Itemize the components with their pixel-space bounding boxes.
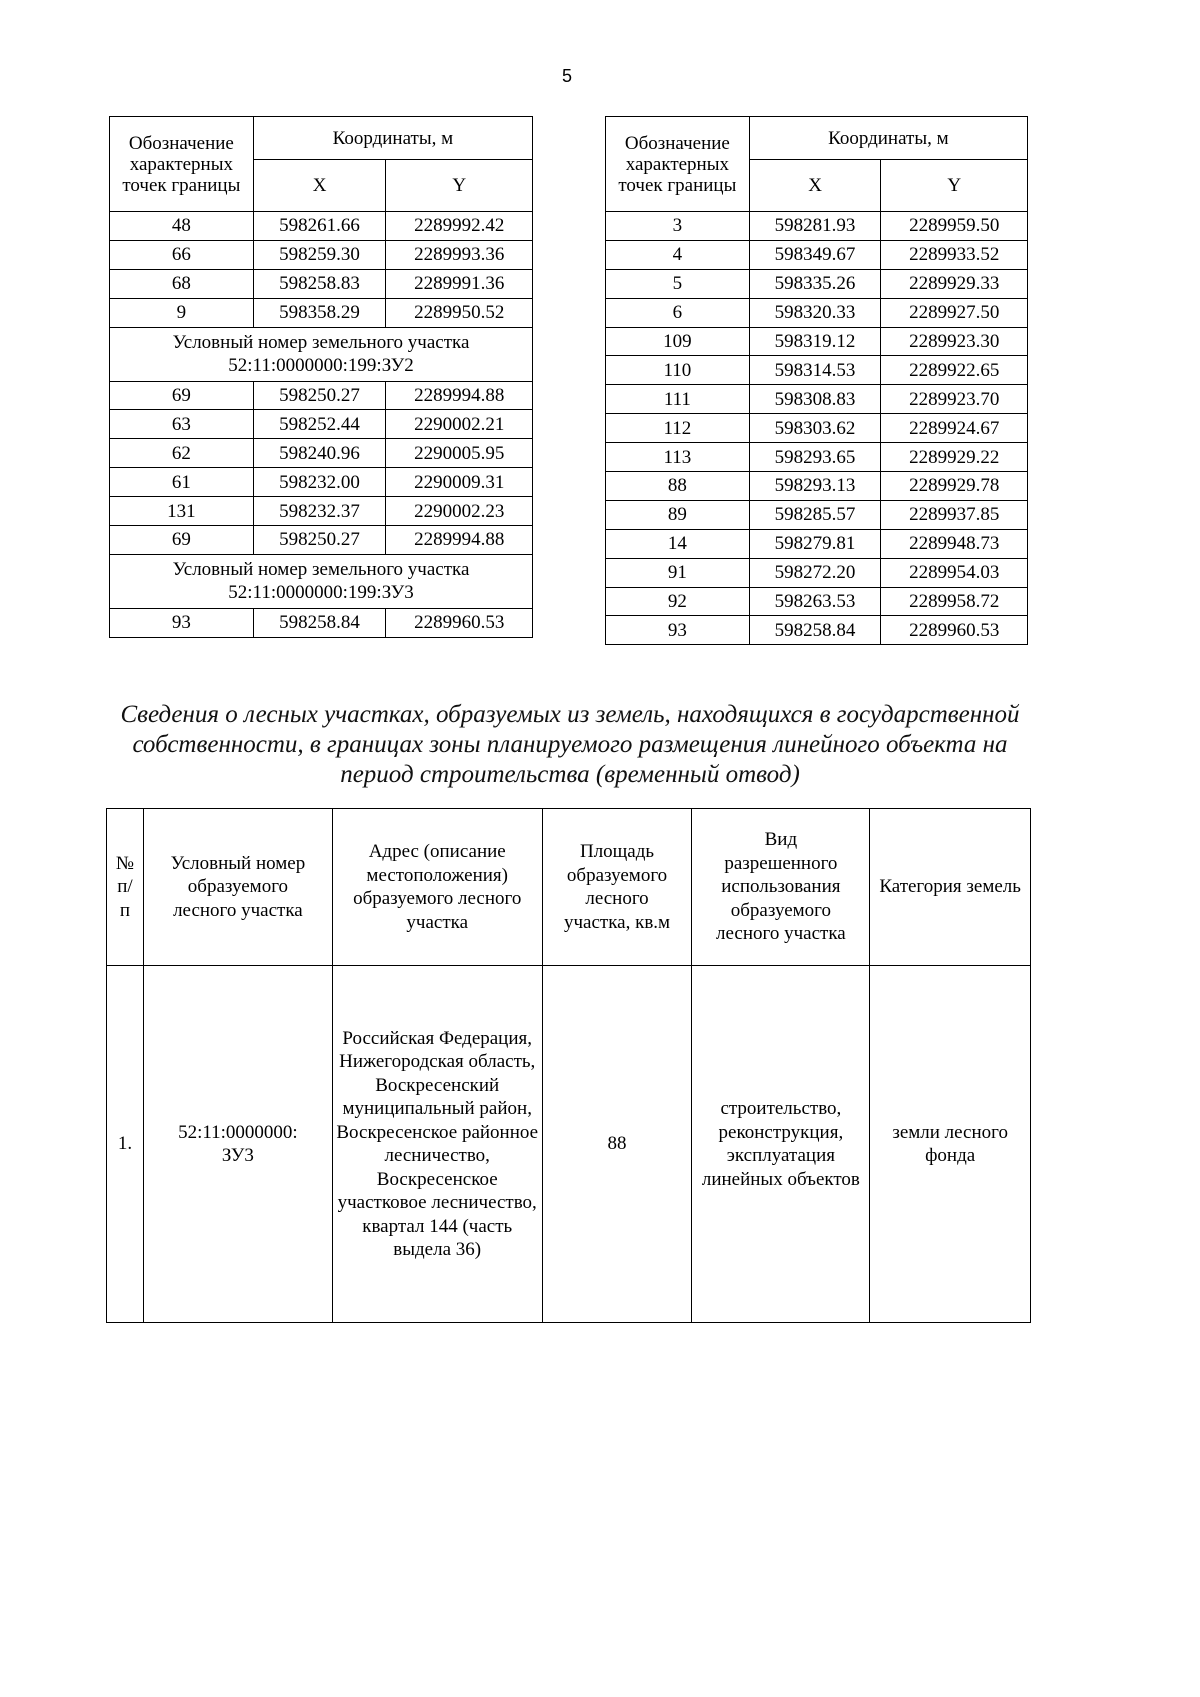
- table-row: 89 598285.57 2289937.85: [606, 500, 1028, 529]
- table-row: 14 598279.81 2289948.73: [606, 529, 1028, 558]
- table-row: 5 598335.26 2289929.33: [606, 269, 1028, 298]
- table-row: 48 598261.66 2289992.42: [110, 212, 533, 241]
- table-row: 3 598281.93 2289959.50: [606, 212, 1028, 241]
- section-title-zu2: Условный номер земельного участка 52:11:0000000:199:ЗУ2: [110, 327, 533, 381]
- header-category: Категория земель: [870, 809, 1031, 966]
- table-row: 61 598232.00 2290009.31: [110, 468, 533, 497]
- table-row: 131 598232.37 2290002.23: [110, 497, 533, 526]
- page-number: 5: [561, 66, 572, 86]
- table-row: 113 598293.65 2289929.22: [606, 443, 1028, 472]
- table-row: 4 598349.67 2289933.52: [606, 240, 1028, 269]
- table-row: 111 598308.83 2289923.70: [606, 385, 1028, 414]
- header-num: № п/п: [107, 809, 144, 966]
- table-row: 66 598259.30 2289993.36: [110, 240, 533, 269]
- header-y: Y: [881, 160, 1028, 212]
- header-coords: Координаты, м: [749, 117, 1027, 160]
- coordinates-table-left: [109, 116, 533, 638]
- coordinates-table-right: [605, 116, 1028, 645]
- section-heading: Сведения о лесных участках, образуемых из земель, находящихся в государственной собственности, в границах зоны планируемого размещения линейного объекта на период строительства (временный отвод): [120, 701, 1020, 788]
- table-row: 88 598293.13 2289929.78: [606, 472, 1028, 501]
- cell-address: Российская Федерация, Нижегородская область, Воскресенский муниципальный район, Воскресенское районное лесничество, Воскресенское участковое лесничество, квартал 144 (часть выдела 36): [332, 966, 542, 1323]
- header-address: Адрес (описание местоположения) образуемого лесного участка: [332, 809, 542, 966]
- header-x: X: [749, 160, 881, 212]
- table-row: 91 598272.20 2289954.03: [606, 558, 1028, 587]
- table-row: 110 598314.53 2289922.65: [606, 356, 1028, 385]
- table-row: 69 598250.27 2289994.88: [110, 381, 533, 410]
- header-cond-num: Условный номер образуемого лесного участка: [143, 809, 332, 966]
- header-area: Площадь образуемого лесного участка, кв.м: [542, 809, 692, 966]
- section-row: [110, 327, 533, 381]
- cell-use: строительство, реконструкция, эксплуатация линейных объектов: [692, 966, 870, 1323]
- header-use: Вид разрешенного использования образуемого лесного участка: [692, 809, 870, 966]
- forest-plots-table: [106, 808, 1031, 1323]
- cell-category: земли лесного фонда: [870, 966, 1031, 1323]
- header-point: Обозначение характерных точек границы: [606, 117, 750, 212]
- table-row: 112 598303.62 2289924.67: [606, 414, 1028, 443]
- table-row: 68 598258.83 2289991.36: [110, 269, 533, 298]
- header-x: X: [253, 160, 386, 212]
- header-coords: Координаты, м: [253, 117, 532, 160]
- table-row: 93 598258.84 2289960.53: [606, 616, 1028, 645]
- cell-cond-num: 52:11:0000000: ЗУ3: [143, 966, 332, 1323]
- header-y: Y: [386, 160, 533, 212]
- section-title-zu3: Условный номер земельного участка 52:11:0000000:199:ЗУ3: [110, 554, 533, 608]
- table-row: [107, 966, 1031, 1323]
- section-row: [110, 554, 533, 608]
- cell-num: 1.: [107, 966, 144, 1323]
- header-point: Обозначение характерных точек границы: [110, 117, 254, 212]
- table-row: 92 598263.53 2289958.72: [606, 587, 1028, 616]
- table-row: 63 598252.44 2290002.21: [110, 410, 533, 439]
- cell-area: 88: [542, 966, 692, 1323]
- table-row: 9 598358.29 2289950.52: [110, 298, 533, 327]
- table-row: 6 598320.33 2289927.50: [606, 298, 1028, 327]
- table-row: 62 598240.96 2290005.95: [110, 439, 533, 468]
- table-row: 93 598258.84 2289960.53: [110, 608, 533, 637]
- table-row: 109 598319.12 2289923.30: [606, 327, 1028, 356]
- table-row: 69 598250.27 2289994.88: [110, 526, 533, 555]
